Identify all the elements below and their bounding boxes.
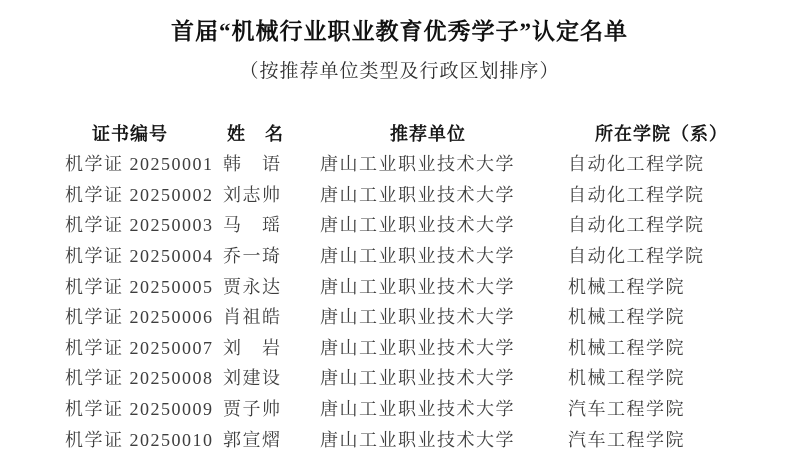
recommender-cell: 唐山工业职业技术大学 <box>320 307 515 328</box>
cert-no-cell: 机学证 20250009 <box>65 399 214 420</box>
table-row <box>0 423 799 454</box>
name-cell: 刘建设 <box>223 368 282 389</box>
recommender-cell: 唐山工业职业技术大学 <box>320 337 515 358</box>
recommender-cell: 唐山工业职业技术大学 <box>320 154 515 175</box>
table-row <box>0 301 799 332</box>
cert-no-cell: 机学证 20250002 <box>65 184 214 205</box>
header-cert-no: 证书编号 <box>92 124 168 144</box>
cert-no-cell: 机学证 20250003 <box>65 215 214 236</box>
name-cell: 贾永达 <box>223 276 282 297</box>
name-cell: 乔一琦 <box>223 246 282 267</box>
header-recommender: 推荐单位 <box>390 124 466 144</box>
table-row <box>0 362 799 393</box>
cert-no-cell: 机学证 20250007 <box>65 337 214 358</box>
name-cell: 刘志帅 <box>223 184 282 205</box>
table-row <box>0 240 799 271</box>
college-cell: 自动化工程学院 <box>568 215 705 236</box>
header-name: 姓 名 <box>227 124 284 144</box>
table-row <box>0 148 799 179</box>
table-row <box>0 393 799 424</box>
cert-no-cell: 机学证 20250001 <box>65 154 214 175</box>
recommender-cell: 唐山工业职业技术大学 <box>320 276 515 297</box>
college-cell: 自动化工程学院 <box>568 184 705 205</box>
cert-no-cell: 机学证 20250005 <box>65 276 214 297</box>
college-cell: 机械工程学院 <box>568 276 685 297</box>
table-header-row <box>0 118 799 148</box>
recommender-cell: 唐山工业职业技术大学 <box>320 429 515 450</box>
table-row <box>0 332 799 363</box>
college-cell: 机械工程学院 <box>568 368 685 389</box>
table-row <box>0 209 799 240</box>
recommender-cell: 唐山工业职业技术大学 <box>320 184 515 205</box>
cert-no-cell: 机学证 20250006 <box>65 307 214 328</box>
name-cell: 刘 岩 <box>223 337 282 358</box>
name-cell: 肖祖皓 <box>223 307 282 328</box>
college-cell: 机械工程学院 <box>568 307 685 328</box>
cert-no-cell: 机学证 20250004 <box>65 246 214 267</box>
college-cell: 自动化工程学院 <box>568 246 705 267</box>
table-row <box>0 179 799 210</box>
name-cell: 贾子帅 <box>223 399 282 420</box>
name-cell: 郭宣熠 <box>223 429 282 450</box>
page-subtitle: （按推荐单位类型及行政区划排序） <box>239 61 560 82</box>
cert-no-cell: 机学证 20250008 <box>65 368 214 389</box>
college-cell: 自动化工程学院 <box>568 154 705 175</box>
recommender-cell: 唐山工业职业技术大学 <box>320 215 515 236</box>
recommender-cell: 唐山工业职业技术大学 <box>320 246 515 267</box>
college-cell: 机械工程学院 <box>568 337 685 358</box>
table-row <box>0 270 799 301</box>
college-cell: 汽车工程学院 <box>568 429 685 450</box>
name-cell: 马 瑶 <box>223 215 282 236</box>
recommender-cell: 唐山工业职业技术大学 <box>320 368 515 389</box>
certification-table <box>0 118 799 454</box>
college-cell: 汽车工程学院 <box>568 399 685 420</box>
cert-no-cell: 机学证 20250010 <box>65 429 214 450</box>
header-college: 所在学院（系） <box>595 124 728 144</box>
name-cell: 韩 语 <box>223 154 282 175</box>
page-title: 首届“机械行业职业教育优秀学子”认定名单 <box>171 19 628 44</box>
recommender-cell: 唐山工业职业技术大学 <box>320 399 515 420</box>
